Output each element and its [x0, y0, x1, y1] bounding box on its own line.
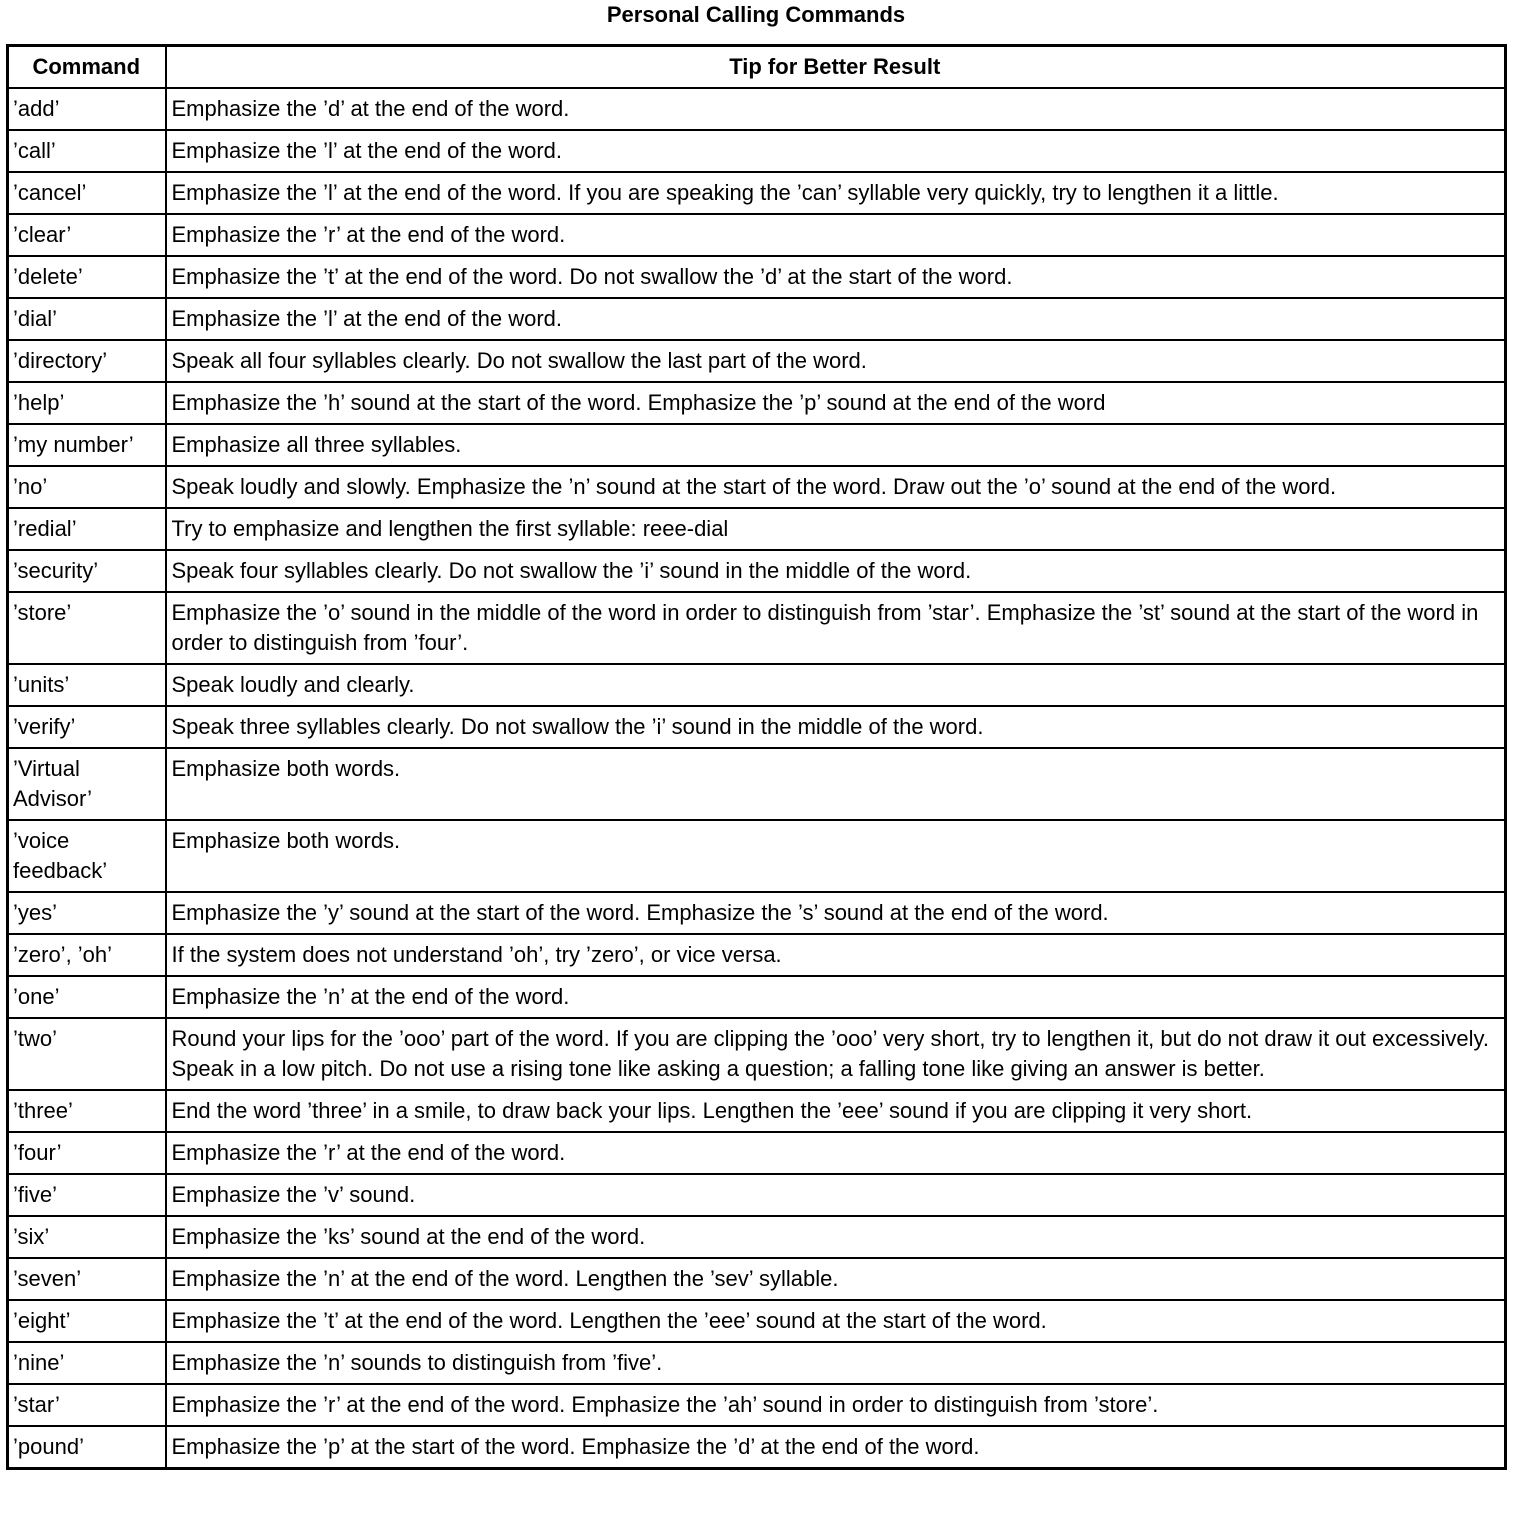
table-row: [8, 1258, 1506, 1300]
table-row: [8, 340, 1506, 382]
table-row: [8, 1018, 1506, 1090]
table-row: [8, 1132, 1506, 1174]
table-row: [8, 130, 1506, 172]
tip-cell: Emphasize the ’n’ at the end of the word.: [166, 976, 1506, 1018]
command-cell: ’call’: [8, 130, 166, 172]
tip-cell: Speak all four syllables clearly. Do not swallow the last part of the word.: [166, 340, 1506, 382]
command-cell: ’units’: [8, 664, 166, 706]
command-cell: ’help’: [8, 382, 166, 424]
command-cell: ’three’: [8, 1090, 166, 1132]
tip-cell: Emphasize the ’o’ sound in the middle of the word in order to distinguish from ’star’. Emphasize the ’st’ sound at the start of the word in order to distinguish from ’four’.: [166, 592, 1506, 664]
command-cell: ’verify’: [8, 706, 166, 748]
command-cell: ’five’: [8, 1174, 166, 1216]
command-cell: ’add’: [8, 88, 166, 130]
command-cell: ’one’: [8, 976, 166, 1018]
tip-cell: Emphasize the ’l’ at the end of the word. If you are speaking the ’can’ syllable very quickly, try to lengthen it a little.: [166, 172, 1506, 214]
table-row: [8, 934, 1506, 976]
tip-cell: Emphasize the ’y’ sound at the start of the word. Emphasize the ’s’ sound at the end of the word.: [166, 892, 1506, 934]
command-cell: ’dial’: [8, 298, 166, 340]
table-row: [8, 550, 1506, 592]
table-row: [8, 976, 1506, 1018]
command-cell: ’nine’: [8, 1342, 166, 1384]
table-row: [8, 256, 1506, 298]
tip-cell: Emphasize the ’l’ at the end of the word.: [166, 130, 1506, 172]
command-cell: ’two’: [8, 1018, 166, 1090]
column-header-command: Command: [8, 46, 166, 89]
command-cell: ’yes’: [8, 892, 166, 934]
command-cell: ’directory’: [8, 340, 166, 382]
tip-cell: Emphasize the ’ks’ sound at the end of the word.: [166, 1216, 1506, 1258]
tip-cell: Emphasize the ’r’ at the end of the word. Emphasize the ’ah’ sound in order to distinguish from ’store’.: [166, 1384, 1506, 1426]
table-row: [8, 88, 1506, 130]
tip-cell: Speak loudly and clearly.: [166, 664, 1506, 706]
command-cell: ’my number’: [8, 424, 166, 466]
tip-cell: If the system does not understand ’oh’, try ’zero’, or vice versa.: [166, 934, 1506, 976]
table-row: [8, 706, 1506, 748]
tip-cell: Try to emphasize and lengthen the first syllable: reee-dial: [166, 508, 1506, 550]
command-cell: ’zero’, ’oh’: [8, 934, 166, 976]
tip-cell: Emphasize the ’p’ at the start of the word. Emphasize the ’d’ at the end of the word.: [166, 1426, 1506, 1469]
table-row: [8, 1174, 1506, 1216]
table-row: [8, 382, 1506, 424]
command-cell: ’delete’: [8, 256, 166, 298]
tip-cell: Emphasize the ’h’ sound at the start of the word. Emphasize the ’p’ sound at the end of the word: [166, 382, 1506, 424]
command-cell: ’redial’: [8, 508, 166, 550]
command-cell: ’Virtual Advisor’: [8, 748, 166, 820]
command-cell: ’no’: [8, 466, 166, 508]
table-header-row: [8, 46, 1506, 89]
table-row: [8, 820, 1506, 892]
command-cell: ’store’: [8, 592, 166, 664]
tip-cell: End the word ’three’ in a smile, to draw back your lips. Lengthen the ’eee’ sound if you are clipping it very short.: [166, 1090, 1506, 1132]
tip-cell: Emphasize the ’t’ at the end of the word. Lengthen the ’eee’ sound at the start of the word.: [166, 1300, 1506, 1342]
command-cell: ’security’: [8, 550, 166, 592]
table-row: [8, 298, 1506, 340]
table-row: [8, 424, 1506, 466]
tip-cell: Emphasize the ’v’ sound.: [166, 1174, 1506, 1216]
table-row: [8, 748, 1506, 820]
table-body: [8, 88, 1506, 1469]
tip-cell: Emphasize both words.: [166, 748, 1506, 820]
command-cell: ’star’: [8, 1384, 166, 1426]
table-row: [8, 592, 1506, 664]
tip-cell: Round your lips for the ’ooo’ part of the word. If you are clipping the ’ooo’ very short, try to lengthen it, but do not draw it out excessively. Speak in a low pitch. Do not use a rising tone like asking a question; a falling tone like giving an answer is better.: [166, 1018, 1506, 1090]
command-cell: ’voice feedback’: [8, 820, 166, 892]
command-cell: ’four’: [8, 1132, 166, 1174]
tip-cell: Emphasize the ’n’ sounds to distinguish from ’five’.: [166, 1342, 1506, 1384]
tip-cell: Emphasize both words.: [166, 820, 1506, 892]
tip-cell: Emphasize the ’d’ at the end of the word.: [166, 88, 1506, 130]
tip-cell: Speak three syllables clearly. Do not swallow the ’i’ sound in the middle of the word.: [166, 706, 1506, 748]
tip-cell: Speak four syllables clearly. Do not swallow the ’i’ sound in the middle of the word.: [166, 550, 1506, 592]
page-title: Personal Calling Commands: [606, 2, 906, 27]
table-row: [8, 1090, 1506, 1132]
command-cell: ’six’: [8, 1216, 166, 1258]
command-cell: ’clear’: [8, 214, 166, 256]
commands-table: [6, 44, 1507, 1470]
table-row: [8, 214, 1506, 256]
command-cell: ’pound’: [8, 1426, 166, 1469]
table-row: [8, 1426, 1506, 1469]
tip-cell: Emphasize the ’r’ at the end of the word.: [166, 1132, 1506, 1174]
table-row: [8, 1216, 1506, 1258]
table-row: [8, 1384, 1506, 1426]
tip-cell: Emphasize the ’r’ at the end of the word.: [166, 214, 1506, 256]
table-row: [8, 466, 1506, 508]
column-header-tip: Tip for Better Result: [166, 46, 1506, 89]
table-row: [8, 508, 1506, 550]
tip-cell: Emphasize the ’n’ at the end of the word. Lengthen the ’sev’ syllable.: [166, 1258, 1506, 1300]
tip-cell: Emphasize the ’t’ at the end of the word. Do not swallow the ’d’ at the start of the word.: [166, 256, 1506, 298]
table-row: [8, 1300, 1506, 1342]
table-row: [8, 1342, 1506, 1384]
command-cell: ’eight’: [8, 1300, 166, 1342]
tip-cell: Emphasize all three syllables.: [166, 424, 1506, 466]
tip-cell: Emphasize the ’l’ at the end of the word.: [166, 298, 1506, 340]
command-cell: ’cancel’: [8, 172, 166, 214]
table-row: [8, 172, 1506, 214]
table-row: [8, 664, 1506, 706]
command-cell: ’seven’: [8, 1258, 166, 1300]
tip-cell: Speak loudly and slowly. Emphasize the ’n’ sound at the start of the word. Draw out the ’o’ sound at the end of the word.: [166, 466, 1506, 508]
table-row: [8, 892, 1506, 934]
